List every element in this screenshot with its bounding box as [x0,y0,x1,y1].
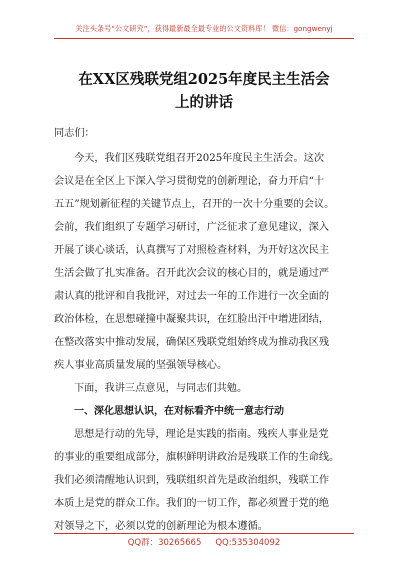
body-line: 肃认真的批评和自我批评，对过去一年的工作进行一次全面的 [54,291,330,302]
header-divider [54,38,354,39]
body-line: 生活会做了扎实准备。召开此次会议的核心目的，就是通过严 [54,268,330,279]
body-line: 的事业的重要组成部分，旗帜鲜明讲政治是残联工作的生命线。 [54,452,340,463]
footer [0,536,408,548]
body-line: 开展了谈心谈话，认真撰写了对照检查材料，为开好这次民主 [54,245,330,256]
title-line-1: 在XX区残联党组2025年度民主生活会 [78,71,330,88]
body-line: 我们必须清醒地认识到，残联组织首先是政治组织，残联工作 [54,475,330,486]
body-line: 今天，我们区残联党组召开2025年度民主生活会。这次 [74,153,325,164]
footer-qq-group: QQ群：30265665 [127,538,202,548]
body-line: 本质上是党的群众工作。我们的一切工作，都必须置于党的绝 [54,498,330,509]
footer-qq: QQ:535304092 [215,538,281,548]
body-line: 疾人事业高质量发展的坚强领导核心。 [54,360,228,371]
document-title [50,68,358,114]
body-line: 思想是行动的先导，理论是实践的指南。残疾人事业是党 [74,429,329,440]
body-line: 五五”规划新征程的关键节点上，召开的一次十分重要的会议。 [54,199,335,210]
salutation: 同志们： [54,128,95,139]
title-line-2: 上的讲话 [175,94,233,111]
footer-divider [54,533,354,534]
section-heading: 一、深化思想认识，在对标看齐中统一意志行动 [74,406,284,417]
body-line: 对领导之下，必须以党的创新理论为根本遵循。 [54,521,268,532]
header-banner: 关注头条号“公文研究”，获得最新最全最专业的公文资料库！ 微信：gongwenyj [75,24,333,33]
body-line: 下面，我讲三点意见，与同志们共勉。 [74,383,248,394]
body-line: 政治体检，在思想碰撞中凝聚共识，在红脸出汗中增进团结， [54,314,330,325]
body-line: 会前，我们组织了专题学习研讨，广泛征求了意见建议，深入 [54,222,330,233]
body-line: 会议是在全区上下深入学习贯彻党的创新理论，奋力开启“十 [54,176,325,187]
body-line: 在整改落实中推动发展，确保区残联党组始终成为推动我区残 [54,337,330,348]
